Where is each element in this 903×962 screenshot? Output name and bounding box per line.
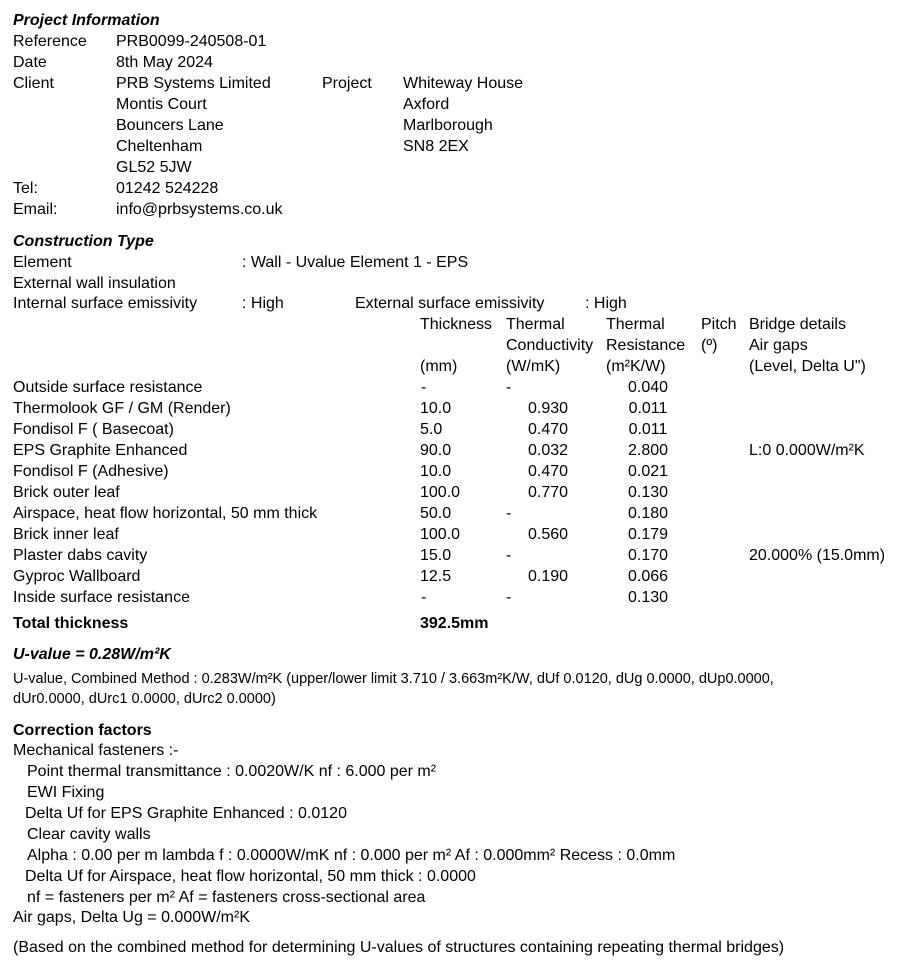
cell-resistance: 0.021 [627,463,669,480]
header-line: Pitch [701,316,737,333]
cell-layer: Inside surface resistance [13,589,190,606]
cell-layer: Fondisol F ( Basecoat) [13,421,174,438]
header-conductivity [506,314,593,377]
construction-subtype: External wall insulation [13,275,176,292]
cell-resistance: 0.130 [627,589,669,606]
cell-resistance: 0.011 [628,421,668,438]
cell-thickness: 5.0 [420,421,443,438]
cell-layer: Fondisol F (Adhesive) [13,463,169,480]
cell-thickness: - [421,379,427,396]
project-line: SN8 2EX [403,138,469,155]
cell-conductivity: 0.032 [527,442,569,459]
cell-layer: EPS Graphite Enhanced [13,442,188,459]
element-label: Element [13,254,72,271]
total-thickness-value: 392.5mm [420,615,489,632]
internal-emissivity-value: : High [242,295,284,312]
cell-thickness: 10.0 [420,463,452,480]
cell-thickness: 90.0 [420,442,452,459]
tel-value: 01242 524228 [116,180,219,197]
cell-conductivity: 0.770 [527,484,569,501]
correction-line: Clear cavity walls [27,826,151,843]
correction-line: Alpha : 0.00 per m lambda f : 0.0000W/mK nf : 0.000 per m² Af : 0.000mm² Recess : 0.0mm [27,847,676,864]
correction-line: Point thermal transmittance : 0.0020W/K nf : 6.000 per m² [27,763,437,780]
header-resistance [606,314,685,377]
client-line: Bouncers Lane [116,117,224,134]
correction-line: EWI Fixing [27,784,105,801]
uvalue-detail-line-1: U-value, Combined Method : 0.283W/m²K (upper/lower limit 3.710 / 3.663m²K/W, dUf 0.0120, dUg 0.0000, dUp0.0000, [13,671,774,687]
cell-thickness: 50.0 [420,505,452,522]
cell-thickness: 12.5 [420,568,452,585]
cell-conductivity: 0.470 [527,421,569,438]
project-info-heading: Project Information [13,12,160,29]
header-line: (º) [701,337,718,354]
header-pitch [701,314,737,356]
header-line: Air gaps [749,337,808,354]
project-line: Axford [403,96,450,113]
cell-conductivity: - [506,589,512,606]
cell-conductivity: 0.560 [527,526,569,543]
header-bridge-details [749,314,866,377]
client-label: Client [13,75,54,92]
correction-line: Delta Uf for Airspace, heat flow horizontal, 50 mm thick : 0.0000 [25,868,476,885]
external-emissivity-value: : High [585,295,627,312]
cell-layer: Thermolook GF / GM (Render) [13,400,231,417]
date-value: 8th May 2024 [116,54,213,71]
project-address [403,73,523,157]
cell-conductivity: 0.190 [527,568,569,585]
client-line: Cheltenham [116,138,203,155]
header-line: (W/mK) [506,358,561,375]
header-line: Resistance [606,337,686,354]
email-label: Email: [13,201,58,218]
tel-label: Tel: [13,180,38,197]
client-line: PRB Systems Limited [116,75,271,92]
email-value: info@prbsystems.co.uk [116,201,283,218]
header-line: (m²K/W) [606,358,666,375]
external-emissivity-label: External surface emissivity [355,295,545,312]
reference-value: PRB0099-240508-01 [116,33,267,50]
cell-thickness: 100.0 [420,526,461,543]
cell-resistance: 0.040 [627,379,669,396]
header-line: (Level, Delta U") [749,358,866,375]
cell-thickness: 100.0 [420,484,461,501]
cell-layer: Outside surface resistance [13,379,203,396]
project-label: Project [322,75,372,92]
cell-resistance: 0.179 [627,526,669,543]
cell-layer: Airspace, heat flow horizontal, 50 mm thick [13,505,318,522]
date-label: Date [13,54,47,71]
client-address [116,73,271,178]
project-line: Marlborough [403,117,493,134]
cell-thickness: 10.0 [420,400,452,417]
corrections-heading: Correction factors [13,722,152,739]
cell-thickness: - [421,589,427,606]
uvalue-detail-line-2: dUr0.0000, dUrc1 0.0000, dUrc2 0.0000) [13,691,276,707]
cell-resistance: 0.180 [627,505,669,522]
correction-line: nf = fasteners per m² Af = fasteners cross-sectional area [27,889,426,906]
cell-conductivity: - [506,379,512,396]
method-footnote: (Based on the combined method for determining U-values of structures containing repeating thermal bridges) [13,939,785,956]
cell-layer: Brick inner leaf [13,526,119,543]
header-line: (mm) [420,358,458,375]
cell-conductivity: - [506,547,512,564]
correction-line: Mechanical fasteners :- [13,742,179,759]
cell-resistance: 0.011 [628,400,668,417]
element-value: : Wall - Uvalue Element 1 - EPS [242,254,469,271]
client-line: Montis Court [116,96,207,113]
cell-layer: Brick outer leaf [13,484,120,501]
cell-resistance: 0.170 [627,547,669,564]
uvalue-heading: U-value = 0.28W/m²K [13,646,171,663]
cell-resistance: 2.800 [627,442,669,459]
cell-thickness: 15.0 [420,547,452,564]
header-line: Thickness [420,316,493,333]
total-thickness-label: Total thickness [13,615,129,632]
reference-label: Reference [13,33,87,50]
cell-layer: Gyproc Wallboard [13,568,141,585]
correction-line: Air gaps, Delta Ug = 0.000W/m²K [13,909,250,926]
cell-conductivity: - [506,505,512,522]
client-line: GL52 5JW [116,159,192,176]
internal-emissivity-label: Internal surface emissivity [13,295,198,312]
cell-layer: Plaster dabs cavity [13,547,148,564]
header-line: Thermal [506,316,565,333]
cell-bridge: L:0 0.000W/m²K [749,442,865,459]
header-line: Thermal [606,316,665,333]
cell-resistance: 0.130 [627,484,669,501]
cell-resistance: 0.066 [627,568,669,585]
correction-line: Delta Uf for EPS Graphite Enhanced : 0.0120 [25,805,347,822]
cell-conductivity: 0.930 [527,400,569,417]
cell-conductivity: 0.470 [527,463,569,480]
header-line: Conductivity [506,337,594,354]
construction-heading: Construction Type [13,233,154,250]
header-line [420,335,492,356]
header-thickness [420,314,492,377]
cell-bridge: 20.000% (15.0mm) [749,547,886,564]
header-line: Bridge details [749,316,846,333]
project-line: Whiteway House [403,75,524,92]
